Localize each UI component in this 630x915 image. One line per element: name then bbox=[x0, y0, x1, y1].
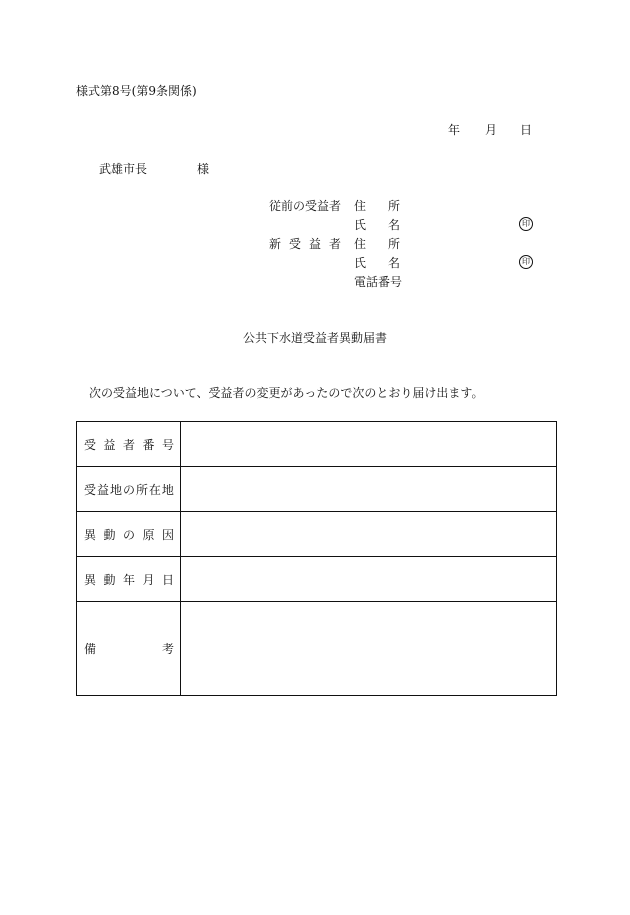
previous-name-label: 氏 名 bbox=[354, 218, 400, 232]
new-address-label: 住 所 bbox=[354, 237, 400, 251]
date-year-label: 年 bbox=[448, 123, 461, 137]
table-row bbox=[77, 512, 557, 557]
date-day-label: 日 bbox=[520, 123, 533, 137]
change-reason-field[interactable] bbox=[181, 512, 557, 557]
remarks-field[interactable] bbox=[181, 602, 557, 696]
row-label-remarks: 備 考 bbox=[77, 602, 181, 696]
new-beneficiary-label: 新 受 益 者 bbox=[269, 237, 341, 251]
previous-seal-mark: 印 bbox=[519, 217, 533, 231]
new-name-label: 氏 名 bbox=[354, 256, 400, 270]
document-title: 公共下水道受益者異動届書 bbox=[242, 331, 387, 345]
new-seal-mark: 印 bbox=[519, 255, 533, 269]
table-row bbox=[77, 557, 557, 602]
benefit-land-location-field[interactable] bbox=[181, 467, 557, 512]
form-number: 様式第8号(第9条関係) bbox=[76, 84, 197, 98]
previous-address-label: 住 所 bbox=[354, 199, 400, 213]
table-row bbox=[77, 467, 557, 512]
addressee-honorific: 様 bbox=[197, 162, 210, 176]
row-label-benefit-land-location: 受 益 地 の 所 在 地 bbox=[77, 467, 181, 512]
intro-text: 次の受益地について、受益者の変更があったので次のとおり届け出ます。 bbox=[89, 386, 484, 400]
previous-beneficiary-label: 従前の受益者 bbox=[269, 199, 342, 213]
phone-number-label: 電話番号 bbox=[354, 275, 403, 289]
change-date-field[interactable] bbox=[181, 557, 557, 602]
row-label-change-reason: 異 動 の 原 因 bbox=[77, 512, 181, 557]
row-label-change-date: 異 動 年 月 日 bbox=[77, 557, 181, 602]
row-label-beneficiary-number: 受 益 者 番 号 bbox=[77, 422, 181, 467]
date-month-label: 月 bbox=[485, 123, 498, 137]
table-row bbox=[77, 422, 557, 467]
addressee-name: 武雄市長 bbox=[99, 162, 148, 176]
notification-table bbox=[76, 421, 557, 696]
beneficiary-number-field[interactable] bbox=[181, 422, 557, 467]
table-row bbox=[77, 602, 557, 696]
